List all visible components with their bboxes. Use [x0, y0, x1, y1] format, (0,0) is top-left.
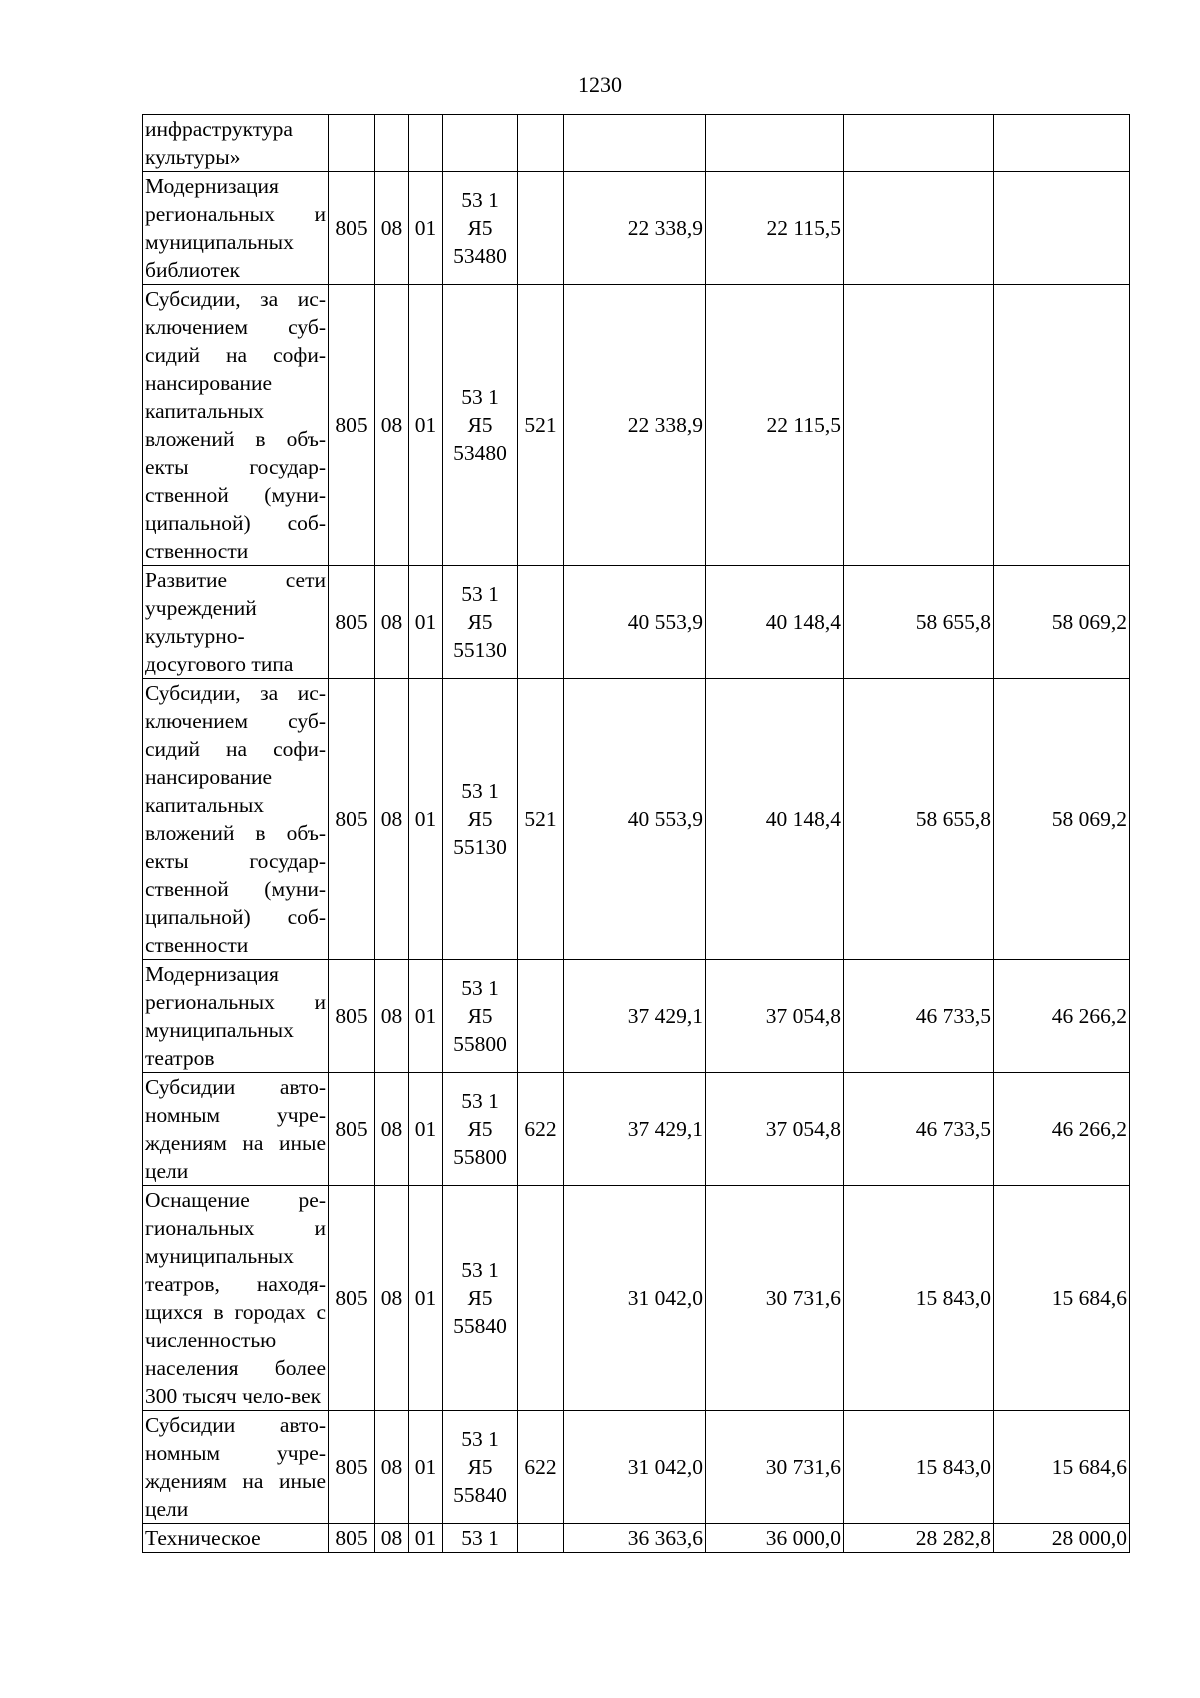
subsection-code: 01: [409, 679, 443, 960]
amount-3: 28 282,8: [844, 1524, 994, 1553]
amount-4: [994, 285, 1130, 566]
row-name: Модернизация региональных и муниципальных библиотек: [143, 172, 329, 285]
expense-type-code: [518, 960, 564, 1073]
expense-type-code: [518, 172, 564, 285]
table-row: [143, 285, 1130, 566]
expense-type-code: 622: [518, 1411, 564, 1524]
expense-type-code: 521: [518, 679, 564, 960]
ministry-code: 805: [329, 1524, 375, 1553]
amount-2: 40 148,4: [706, 679, 844, 960]
target-item-code: 53 1: [443, 1524, 518, 1553]
amount-1: 40 553,9: [564, 566, 706, 679]
ministry-code: 805: [329, 1411, 375, 1524]
section-code: 08: [375, 172, 409, 285]
ministry-code: 805: [329, 172, 375, 285]
amount-2: 30 731,6: [706, 1411, 844, 1524]
amount-2: 22 115,5: [706, 172, 844, 285]
table-row: [143, 1524, 1130, 1553]
target-item-code: 53 1 Я5 55840: [443, 1186, 518, 1411]
amount-4: [994, 115, 1130, 172]
amount-4: 58 069,2: [994, 679, 1130, 960]
subsection-code: [409, 115, 443, 172]
expense-type-code: 622: [518, 1073, 564, 1186]
amount-4: 58 069,2: [994, 566, 1130, 679]
target-item-code: 53 1 Я5 53480: [443, 285, 518, 566]
ministry-code: 805: [329, 1186, 375, 1411]
amount-1: 22 338,9: [564, 172, 706, 285]
subsection-code: 01: [409, 172, 443, 285]
amount-3: 46 733,5: [844, 960, 994, 1073]
table-body: [143, 115, 1130, 1553]
ministry-code: 805: [329, 679, 375, 960]
table-row: [143, 960, 1130, 1073]
target-item-code: 53 1 Я5 53480: [443, 172, 518, 285]
section-code: 08: [375, 1411, 409, 1524]
target-item-code: 53 1 Я5 55800: [443, 960, 518, 1073]
row-name: Оснащение ре-гиональных и муниципальных театров, находя-щихся в городах с численностью населения более 300 тысяч чело-век: [143, 1186, 329, 1411]
amount-2: 22 115,5: [706, 285, 844, 566]
amount-1: 31 042,0: [564, 1186, 706, 1411]
ministry-code: 805: [329, 1073, 375, 1186]
subsection-code: 01: [409, 1524, 443, 1553]
amount-2: 37 054,8: [706, 960, 844, 1073]
table-row: [143, 172, 1130, 285]
amount-1: 40 553,9: [564, 679, 706, 960]
subsection-code: 01: [409, 566, 443, 679]
ministry-code: 805: [329, 960, 375, 1073]
amount-2: 37 054,8: [706, 1073, 844, 1186]
expense-type-code: [518, 566, 564, 679]
target-item-code: 53 1 Я5 55130: [443, 679, 518, 960]
amount-3: 58 655,8: [844, 679, 994, 960]
row-name: Субсидии, за ис-ключением суб-сидий на софи-нансирование капитальных вложений в объ-екты государ-ственной (муни-ципальной) соб-ственности: [143, 285, 329, 566]
row-name: Субсидии авто-номным учре-ждениям на иные цели: [143, 1411, 329, 1524]
ministry-code: [329, 115, 375, 172]
section-code: 08: [375, 960, 409, 1073]
target-item-code: 53 1 Я5 55800: [443, 1073, 518, 1186]
amount-1: 22 338,9: [564, 285, 706, 566]
amount-4: [994, 172, 1130, 285]
amount-2: [706, 115, 844, 172]
amount-4: 46 266,2: [994, 960, 1130, 1073]
table-row: [143, 1186, 1130, 1411]
budget-table: [142, 114, 1130, 1553]
subsection-code: 01: [409, 960, 443, 1073]
amount-3: [844, 115, 994, 172]
amount-4: 15 684,6: [994, 1411, 1130, 1524]
target-item-code: 53 1 Я5 55840: [443, 1411, 518, 1524]
amount-3: 58 655,8: [844, 566, 994, 679]
expense-type-code: 521: [518, 285, 564, 566]
section-code: 08: [375, 1073, 409, 1186]
row-name: Модернизация региональных и муниципальных театров: [143, 960, 329, 1073]
ministry-code: 805: [329, 566, 375, 679]
expense-type-code: [518, 1524, 564, 1553]
row-name: Субсидии авто-номным учре-ждениям на иные цели: [143, 1073, 329, 1186]
table-row: [143, 566, 1130, 679]
section-code: 08: [375, 566, 409, 679]
subsection-code: 01: [409, 1186, 443, 1411]
amount-2: 40 148,4: [706, 566, 844, 679]
row-name: Субсидии, за ис-ключением суб-сидий на софи-нансирование капитальных вложений в объ-екты государ-ственной (муни-ципальной) соб-ственности: [143, 679, 329, 960]
target-item-code: [443, 115, 518, 172]
page-number: 1230: [578, 72, 622, 97]
amount-1: 31 042,0: [564, 1411, 706, 1524]
amount-2: 36 000,0: [706, 1524, 844, 1553]
amount-3: [844, 285, 994, 566]
amount-4: 28 000,0: [994, 1524, 1130, 1553]
amount-1: 37 429,1: [564, 960, 706, 1073]
amount-4: 15 684,6: [994, 1186, 1130, 1411]
amount-3: 15 843,0: [844, 1411, 994, 1524]
amount-1: 37 429,1: [564, 1073, 706, 1186]
section-code: 08: [375, 1524, 409, 1553]
amount-1: 36 363,6: [564, 1524, 706, 1553]
amount-3: 15 843,0: [844, 1186, 994, 1411]
section-code: 08: [375, 1186, 409, 1411]
amount-3: 46 733,5: [844, 1073, 994, 1186]
amount-4: 46 266,2: [994, 1073, 1130, 1186]
row-name: Техническое: [143, 1524, 329, 1553]
section-code: [375, 115, 409, 172]
ministry-code: 805: [329, 285, 375, 566]
table-row: [143, 1411, 1130, 1524]
subsection-code: 01: [409, 1411, 443, 1524]
table-row: [143, 1073, 1130, 1186]
expense-type-code: [518, 1186, 564, 1411]
amount-3: [844, 172, 994, 285]
row-name: инфраструктура культуры»: [143, 115, 329, 172]
section-code: 08: [375, 679, 409, 960]
subsection-code: 01: [409, 1073, 443, 1186]
target-item-code: 53 1 Я5 55130: [443, 566, 518, 679]
subsection-code: 01: [409, 285, 443, 566]
section-code: 08: [375, 285, 409, 566]
row-name: Развитие сети учреждений культурно-досугового типа: [143, 566, 329, 679]
amount-2: 30 731,6: [706, 1186, 844, 1411]
amount-1: [564, 115, 706, 172]
table-row: [143, 679, 1130, 960]
expense-type-code: [518, 115, 564, 172]
table-row: [143, 115, 1130, 172]
